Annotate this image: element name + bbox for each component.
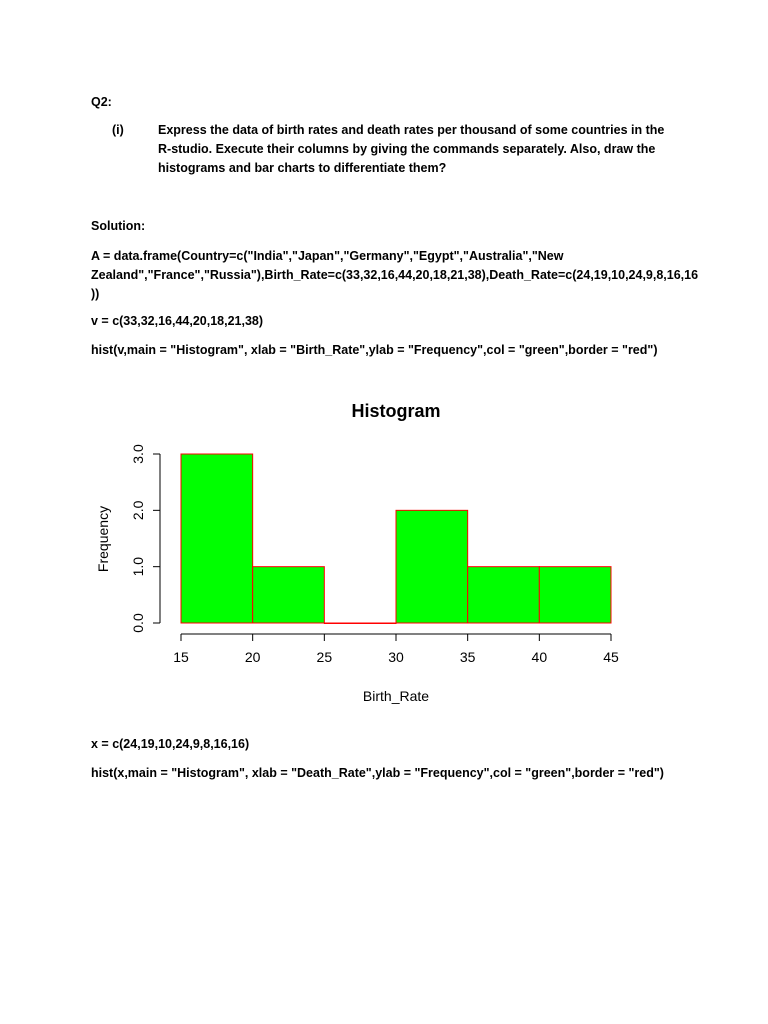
histogram-bar <box>468 567 540 623</box>
question-number: (i) <box>112 123 124 137</box>
y-tick-label: 2.0 <box>130 500 146 521</box>
code-hist-death: hist(x,main = "Histogram", xlab = "Death_Rate",ylab = "Frequency",col = "green",border = "red") <box>91 766 664 780</box>
x-tick-label: 45 <box>603 649 619 665</box>
x-axis-label: Birth_Rate <box>362 688 430 704</box>
x-tick-label: 25 <box>316 649 333 665</box>
code-vector-v: v = c(33,32,16,44,20,18,21,38) <box>91 314 264 328</box>
histogram-bar <box>539 567 611 623</box>
y-tick-label: 3.0 <box>130 444 146 464</box>
y-tick-label: 1.0 <box>130 556 146 577</box>
x-tick-label: 15 <box>173 649 189 665</box>
solution-label: Solution: <box>91 219 146 233</box>
y-axis-label: Frequency <box>95 505 111 573</box>
x-tick-label: 40 <box>531 649 548 665</box>
histogram-bar <box>396 510 468 623</box>
chart-title: Histogram <box>351 401 441 421</box>
question-label: Q2: <box>91 95 112 109</box>
x-tick-label: 20 <box>244 649 261 665</box>
code-vector-x: x = c(24,19,10,24,9,8,16,16) <box>91 737 250 751</box>
code-data-frame: A = data.frame(Country=c("India","Japan","Germany","Egypt","Australia","New Zealand","France","Russia"),Birth_Rate=c(33,32,16,44,20,18,21,38),Death_Rate=c(24,19,10,24,9,8,16,16 )) <box>91 249 699 301</box>
x-axis <box>173 634 619 665</box>
histogram-chart <box>90 392 630 722</box>
code-hist-birth: hist(v,main = "Histogram", xlab = "Birth_Rate",ylab = "Frequency",col = "green",border = "red") <box>91 343 658 357</box>
histogram-bars <box>181 454 611 624</box>
y-axis <box>130 444 160 633</box>
histogram-bar <box>324 623 396 624</box>
histogram-bar <box>253 567 325 623</box>
question-text: Express the data of birth rates and death rates per thousand of some countries in the R-studio. Execute their columns by giving the commands separately. Also, draw the histograms and bar charts to differentiate them? <box>158 123 665 175</box>
x-tick-label: 35 <box>459 649 476 665</box>
histogram-bar <box>181 454 253 623</box>
x-tick-label: 30 <box>388 649 404 665</box>
y-tick-label: 0.0 <box>130 613 146 633</box>
